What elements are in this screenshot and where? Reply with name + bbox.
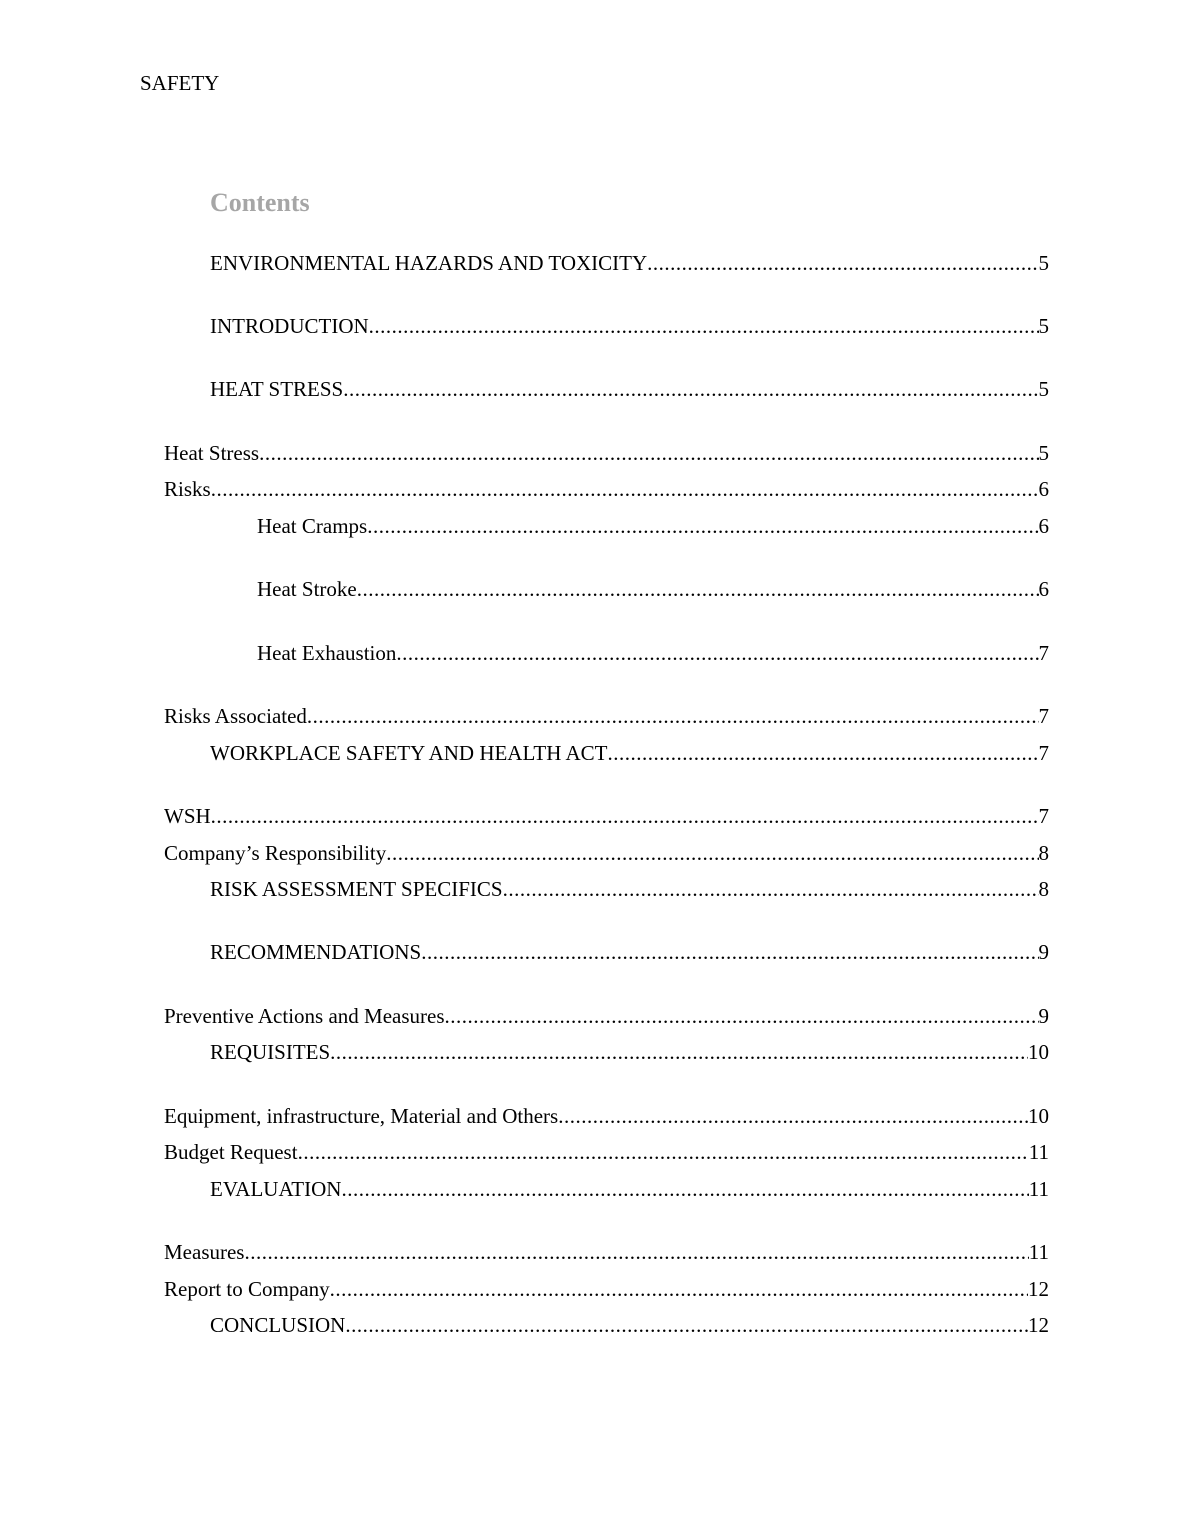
toc-entry-page: 6	[1038, 477, 1049, 501]
toc-entry-label: Equipment, infrastructure, Material and Others	[164, 1104, 559, 1128]
toc-entry-label: RECOMMENDATIONS	[210, 940, 422, 964]
dot-leader	[298, 1139, 1029, 1165]
toc-entry-recommendations[interactable]	[210, 939, 1049, 965]
toc-entry-equipment-infrastructure[interactable]	[164, 1103, 1049, 1129]
toc-entry-label: ENVIRONMENTAL HAZARDS AND TOXICITY	[210, 251, 648, 275]
dot-leader	[445, 1003, 1039, 1029]
toc-entry-page: 7	[1038, 804, 1049, 828]
toc-entry-label: RISK ASSESSMENT SPECIFICS	[210, 877, 503, 901]
toc-entry-wsh[interactable]	[164, 803, 1049, 829]
toc-entry-risk-assessment-specifics[interactable]	[210, 876, 1049, 902]
toc-entry-page: 11	[1028, 1177, 1049, 1201]
toc-entry-label: Measures	[164, 1240, 245, 1264]
toc-entry-requisites[interactable]	[210, 1039, 1049, 1065]
dot-leader	[211, 476, 1039, 502]
toc-entry-conclusion[interactable]	[210, 1312, 1049, 1338]
toc-entry-page: 8	[1038, 841, 1049, 865]
toc-entry-risks-associated[interactable]	[164, 703, 1049, 729]
dot-leader	[367, 513, 1038, 539]
toc-entry-page: 5	[1038, 314, 1049, 338]
toc-entry-label: CONCLUSION	[210, 1313, 346, 1337]
toc-entry-heat-stroke[interactable]	[257, 576, 1049, 602]
toc-title: Contents	[210, 188, 310, 217]
dot-leader	[244, 1239, 1028, 1265]
toc-entry-page: 11	[1028, 1240, 1049, 1264]
toc-entry-label: Budget Request	[164, 1140, 298, 1164]
dot-leader	[647, 250, 1038, 276]
toc-entry-label: Heat Stroke	[257, 577, 357, 601]
toc-entry-label: Heat Cramps	[257, 514, 368, 538]
toc-entry-label: Heat Stress	[164, 441, 260, 465]
toc-entry-page: 9	[1038, 940, 1049, 964]
dot-leader	[259, 440, 1038, 466]
dot-leader	[345, 1312, 1028, 1338]
toc-entry-label: Report to Company	[164, 1277, 330, 1301]
dot-leader	[341, 1176, 1028, 1202]
toc-entry-preventive-actions[interactable]	[164, 1003, 1049, 1029]
toc-entry-page: 7	[1038, 704, 1049, 728]
dot-leader	[357, 576, 1039, 602]
toc-entry-heat-cramps[interactable]	[257, 513, 1049, 539]
toc-entry-label: EVALUATION	[210, 1177, 342, 1201]
dot-leader	[211, 803, 1039, 829]
toc-entry-page: 10	[1028, 1040, 1049, 1064]
dot-leader	[607, 740, 1038, 766]
toc-entry-measures[interactable]	[164, 1239, 1049, 1265]
dot-leader	[343, 376, 1038, 402]
toc-entry-page: 12	[1028, 1313, 1049, 1337]
running-header: SAFETY	[140, 71, 220, 95]
toc-entry-page: 7	[1038, 741, 1049, 765]
toc-entry-heat-stress[interactable]	[164, 440, 1049, 466]
toc-entry-budget-request[interactable]	[164, 1139, 1049, 1165]
toc-entry-report-to-company[interactable]	[164, 1276, 1049, 1302]
toc-entry-page: 6	[1038, 577, 1049, 601]
toc-entry-label: Company’s Responsibility	[164, 841, 387, 865]
dot-leader	[421, 939, 1038, 965]
toc-entry-label: Preventive Actions and Measures	[164, 1004, 445, 1028]
toc-entry-page: 5	[1038, 441, 1049, 465]
toc-entry-company-responsibility[interactable]	[164, 840, 1049, 866]
toc-entry-label: INTRODUCTION	[210, 314, 369, 338]
toc-entry-label: REQUISITES	[210, 1040, 331, 1064]
toc-entry-page: 12	[1028, 1277, 1049, 1301]
dot-leader	[369, 313, 1039, 339]
toc-entry-label: WSH	[164, 804, 211, 828]
toc-entry-page: 8	[1038, 877, 1049, 901]
toc-entry-page: 10	[1028, 1104, 1049, 1128]
toc-entry-page: 5	[1038, 251, 1049, 275]
toc-entry-heat-exhaustion[interactable]	[257, 640, 1049, 666]
toc-entry-workplace-safety-act[interactable]	[210, 740, 1049, 766]
toc-entry-page: 5	[1038, 377, 1049, 401]
toc-entry-label: Risks	[164, 477, 211, 501]
toc-entry-page: 11	[1028, 1140, 1049, 1164]
toc-entry-label: WORKPLACE SAFETY AND HEALTH ACT	[210, 741, 608, 765]
toc-entry-evaluation[interactable]	[210, 1176, 1049, 1202]
dot-leader	[330, 1276, 1028, 1302]
dot-leader	[307, 703, 1039, 729]
toc-entry-introduction[interactable]	[210, 313, 1049, 339]
toc-entry-page: 6	[1038, 514, 1049, 538]
toc-entry-heat-stress-section[interactable]	[210, 376, 1049, 402]
toc-entry-page: 7	[1038, 641, 1049, 665]
dot-leader	[386, 840, 1038, 866]
dot-leader	[396, 640, 1038, 666]
toc-entry-label: Heat Exhaustion	[257, 641, 397, 665]
dot-leader	[558, 1103, 1028, 1129]
toc-entry-risks[interactable]	[164, 476, 1049, 502]
dot-leader	[503, 876, 1039, 902]
toc-entry-page: 9	[1038, 1004, 1049, 1028]
dot-leader	[330, 1039, 1028, 1065]
toc-entry-label: HEAT STRESS	[210, 377, 344, 401]
toc-entry-label: Risks Associated	[164, 704, 307, 728]
toc-entry-environmental-hazards[interactable]	[210, 250, 1049, 276]
